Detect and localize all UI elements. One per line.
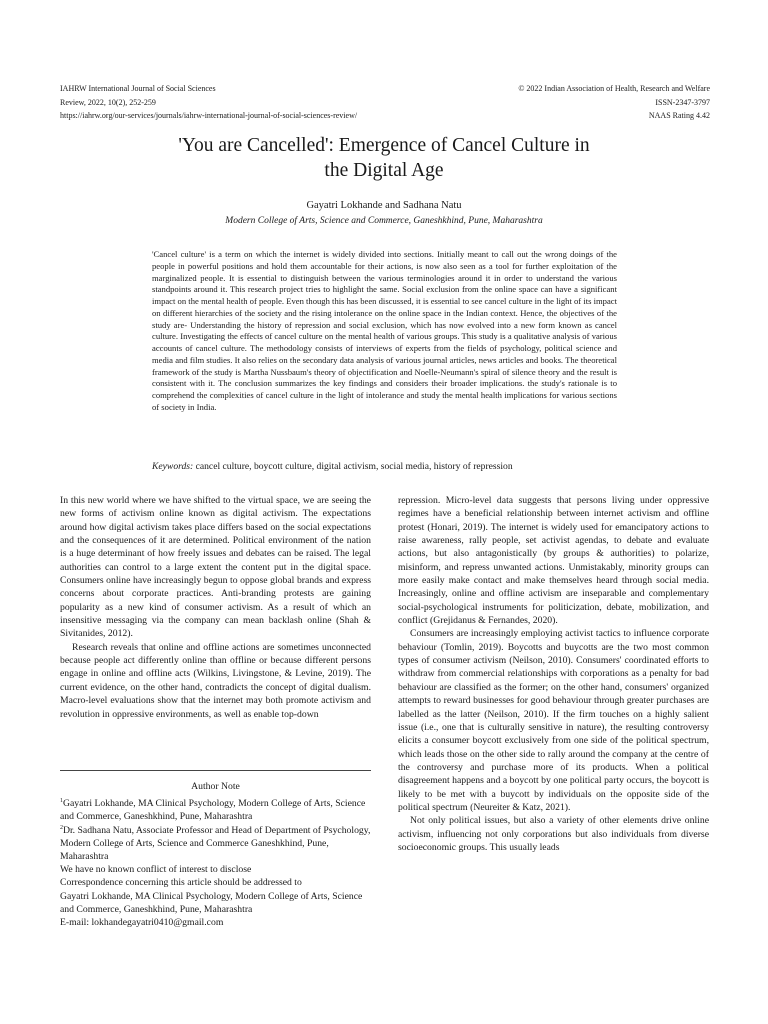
author-1-text: Gayatri Lokhande, MA Clinical Psychology, Modern College of Arts, Science and Commerce, Ganeshkhind, Pune, Maharashtra xyxy=(60,798,366,823)
right-paragraph-1: repression. Micro-level data suggests that persons living under oppressive regimes have a beneficial relationship between internet activism and offline protest (Honari, 2019). The internet is widely used for emancipatory actions to raise awareness, rally people, set activist agendas, to debate and evaluate actions, but also antagonistically (by groups & authorities) to polarize, misinform, and repress unwanted actions. Unmistakably, minority groups can more easily make contact and make themselves heard through social media. Increasingly, online and offline activism are inseparable and complementary social-psychological instruments for politicization, debate, mobilization, and conflict (Grejidanus & Fernandes, 2020). xyxy=(398,495,709,627)
copyright: © 2022 Indian Association of Health, Research and Welfare xyxy=(518,84,710,93)
journal-url[interactable]: https://iahrw.org/our-services/journals/iahrw-international-journal-of-social-sciences-review/ xyxy=(60,111,358,120)
authors: Gayatri Lokhande and Sadhana Natu xyxy=(306,200,462,211)
keywords-list: cancel culture, boycott culture, digital activism, social media, history of repression xyxy=(193,461,513,472)
abstract: 'Cancel culture' is a term on which the internet is widely divided into sections. Initially meant to call out the wrong doings of the people in powerful positions and hold them accountable for their actions, is now also seen as a tool for further exploitation of the marginalized people. It is essential to distinguish between the various terminologies around it in order to understand the various standpoints around it. This research project tries to highlight the same. Social exclusion from the online space can have a significant impact on the mental health of people. Even though this has been discussed, it is essential to see cancel culture in the light of its impact on different hierarchies of the society and the rising intolerance on the online space in the Indian context. Hence, the objectives of the study are- Understanding the history of repression and social exclusion, which has now evolved into a new form known as cancel culture. Investigating the effects of cancel culture on the mental health of various groups. This study is a qualitative analysis of various accounts of cancel culture. The methodology consists of interviews of experts from the fields of psychology, political science and media and film studies. It also relies on the secondary data analysis of various journal articles, news articles and books. The theoretical framework of the study is Martha Nussbaum's theory of objectification and Noelle-Neumann's spiral of silence theory and the result is consistent with it. The conclusion summarizes the key findings and considers their broader implications. the study's rationale is to comprehend the complexities of cancel culture in the light of intolerance and study the mental health implications for various sections of society in India. xyxy=(152,249,617,412)
author-note xyxy=(60,780,371,929)
author-2-note xyxy=(60,824,371,864)
left-paragraph-1: In this new world where we have shifted to the virtual space, we are seeing the new forms of activism online known as digital activism. The expectations around how digital activism takes place differs based on the social expectations and the consequences of it are determined. Political environment of the nation is a huge determinant of how freely issues and debates can be raised. The legal authorities can control to a large extent the content put in the digital space. Consumers online have increasingly begun to oppose global brands and express concerns about corporate practices. Anti-branding protests are gaining popularity as a new kind of consumer activism. As a result of which an insensitive messaging via the company can mean backlash online (Shah & Sivitanides, 2012). xyxy=(60,495,371,640)
title-line-2: the Digital Age xyxy=(324,160,444,181)
journal-name: IAHRW International Journal of Social Sciences xyxy=(60,84,216,93)
author-2-text: Dr. Sadhana Natu, Associate Professor and Head of Department of Psychology, Modern College of Arts, Science and Commerce Ganeshkhind, Pune, Maharashtra xyxy=(60,824,371,863)
author-note-title: Author Note xyxy=(191,781,240,792)
correspondence-statement: Correspondence concerning this article should be addressed to xyxy=(60,877,302,889)
keywords-label: Keywords: xyxy=(152,461,194,472)
issn: ISSN-2347-3797 xyxy=(655,97,710,107)
email-line xyxy=(60,916,371,929)
citation: Review, 2022, 10(2), 252-259 xyxy=(60,97,156,107)
author-1-note xyxy=(60,797,371,823)
author-2-marker: 2 xyxy=(60,824,63,831)
right-column xyxy=(398,494,709,854)
left-paragraph-2: Research reveals that online and offline actions are sometimes unconnected because people act differently online than offline or because different persons engage in online and offline acts (Wilkins, Livingstone, & Levine, 2019). The current evidence, on the other hand, contradicts the concept of digital dualism. Macro-level evaluations show that the internet may both promote activism and revolution in oppressive environments, as well as enable top-down xyxy=(60,641,371,720)
header-right xyxy=(518,82,710,123)
conflict-statement: We have no known conflict of interest to disclose xyxy=(60,864,252,876)
footnote-divider xyxy=(60,770,371,771)
title-line-1: 'You are Cancelled': Emergence of Cancel Culture in xyxy=(178,135,590,156)
correspondence-address: Gayatri Lokhande, MA Clinical Psychology, Modern College of Arts, Science and Commerce, Ganeshkhind, Pune, Maharashtra xyxy=(60,890,363,915)
header-left xyxy=(60,82,357,123)
left-column xyxy=(60,494,371,721)
right-paragraph-2: Consumers are increasingly employing activist tactics to influence corporate behaviour (Tomlin, 2019). Boycotts and buycotts are the two most common types of consumer activism (Neilson, 2010). Consumers' coordinated efforts to withdraw from commercial relationships with corporations as a penalty for bad behaviour are classified as the former; on the other hand, consumers' organized attempts to reward businesses for good behaviour through greater purchases are labelled as the latter (Neilson, 2010). If the firm touches on a highly salient issue (i.e., one that is culturally sensitive in nature), the resulting controversy elicits a consumer boycott exclusively from one side of the political spectrum, which leads those on the other side to rally around the company at the centre of the controversy and purchase more of its products. When a political disagreement happens and a boycott by one political party occurs, the boycott is likely to be met with a buycott by individuals on the opposite side of the political spectrum (Neureiter & Katz, 2021). xyxy=(398,628,709,813)
keywords xyxy=(152,461,622,472)
paper-title xyxy=(120,133,648,183)
email-address[interactable]: lokhandegayatri0410@gmail.com xyxy=(89,917,224,929)
affiliation: Modern College of Arts, Science and Commerce, Ganeshkhind, Pune, Maharashtra xyxy=(225,216,543,226)
author-1-marker: 1 xyxy=(60,797,63,804)
email-label: E-mail: xyxy=(60,917,90,929)
naas-rating: NAAS Rating 4.42 xyxy=(648,111,710,120)
right-paragraph-3: Not only political issues, but also a variety of other elements drive online activism, influencing not only corporations but also individuals from diverse socioeconomic groups. This usually leads xyxy=(398,815,709,853)
